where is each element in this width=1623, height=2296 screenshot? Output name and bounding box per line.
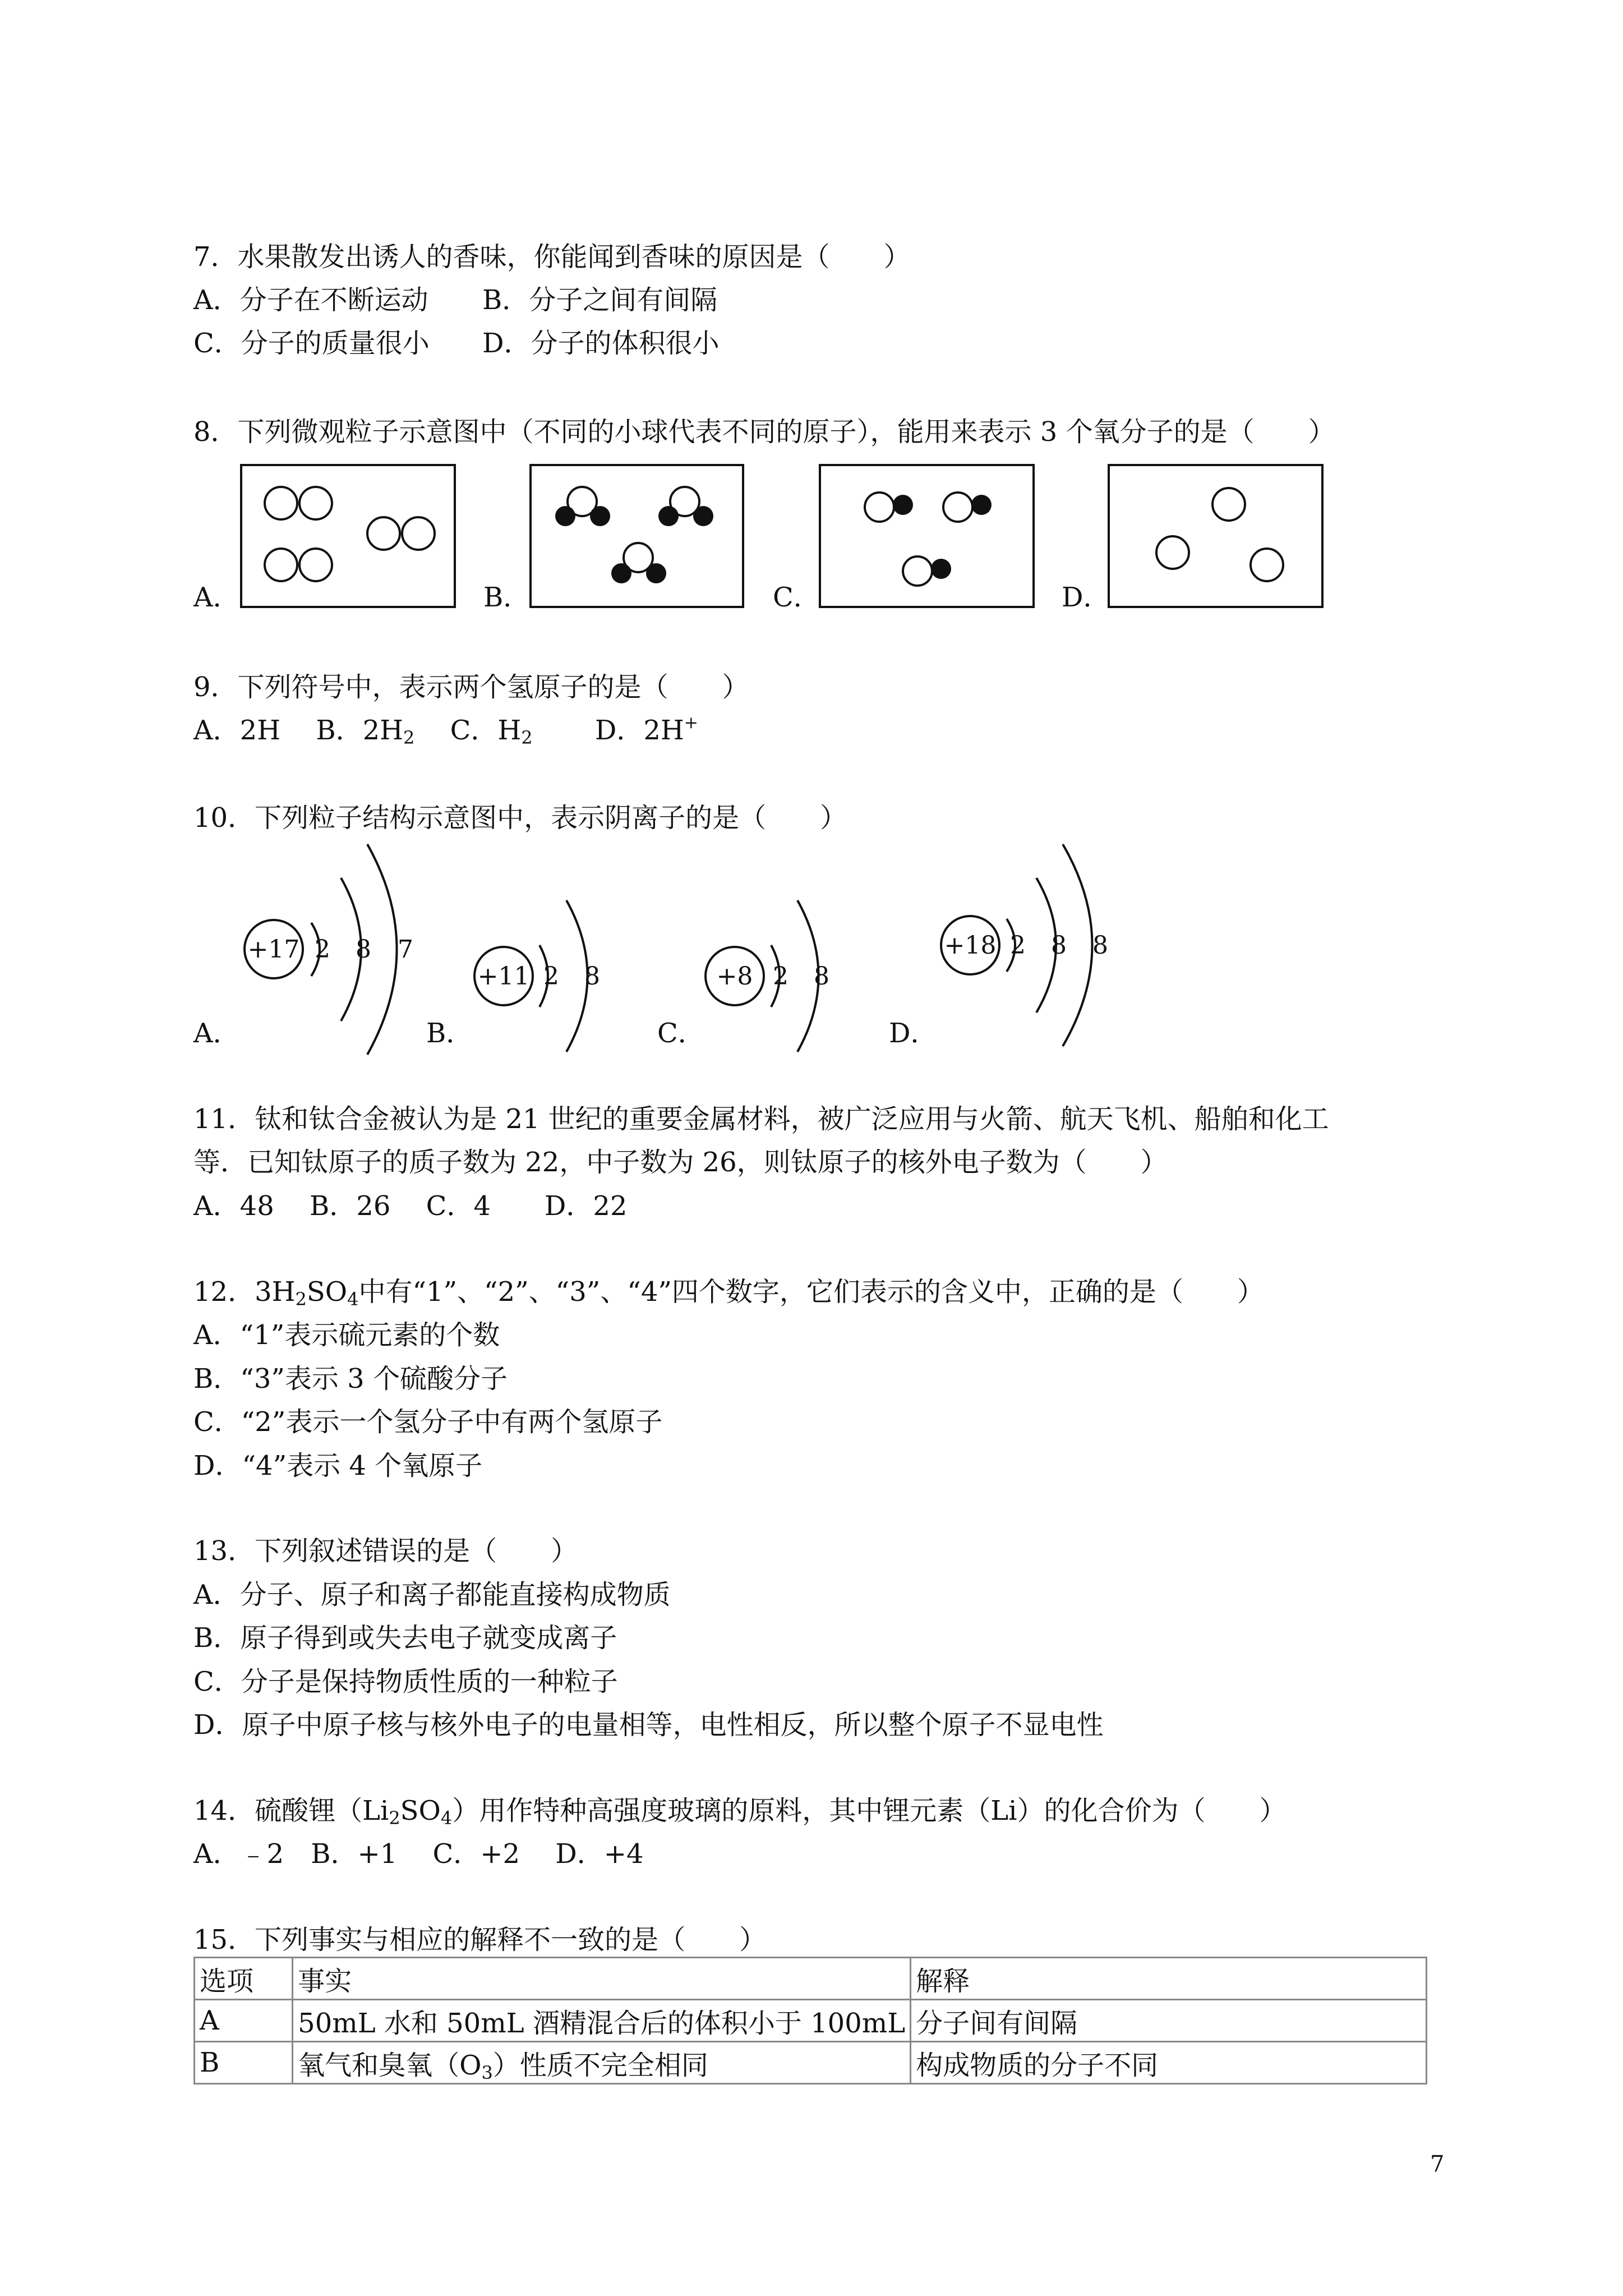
q7-option-d: D．分子的体积很小 [482,328,720,359]
q13-stem: 13．下列叙述错误的是（ ） [193,1535,578,1567]
table-header-row [195,1958,1427,2000]
q9-option-d: D．2H+ [594,713,698,746]
q13-option-d: D．原子中原子核与核外电子的电量相等，电性相反，所以整个原子不显电性 [193,1709,1104,1741]
svg-text:2: 2 [773,962,789,991]
q10-label-a: A． [193,1018,240,1049]
q10-label-d: D． [889,1018,938,1049]
q14-stem: 14．硫酸锂$(Li_2SO_4)$用作特种高强度玻璃的原料，其中锂元素（Li）的化合价为（ ） [193,1795,1287,1829]
q12-option-b: B．“3”表示 3 个硫酸分子 [193,1363,508,1395]
q11-stem-line2: 等．已知钛原子的质子数为 22，中子数为 26，则钛原子的核外电子数为（ ） [193,1147,1168,1178]
q8-label-a: A． [193,582,240,613]
q13-option-a: A．分子、原子和离子都能直接构成物质 [193,1579,671,1611]
q9-option-a: A．2H [193,715,281,746]
svg-text:8: 8 [1092,931,1108,960]
q8-stem: 8．下列微观粒子示意图中（不同的小球代表不同的原子），能用来表示 3 个氧分子的是（ ） [193,416,1335,448]
q11-stem-line1: 11．钛和钛合金被认为是 21 世纪的重要金属材料，被广泛应用与火箭、航天飞机、船舶和化工 [193,1103,1329,1135]
q7-option-b: B．分子之间有间隔 [482,284,718,316]
q12-stem: 12．$3H_2SO_4$中有“1”、“2”、“3”、“4”四个数字，它们表示的含义中，正确的是（ ） [193,1276,1264,1310]
q9-option-b: B．$2H_2$ [316,715,415,748]
q12-option-c: C．“2”表示一个氢分子中有两个氢原子 [193,1406,663,1438]
q10-stem: 10．下列粒子结构示意图中，表示阴离子的是（ ） [193,802,847,834]
table-row: B 氧气和臭氧$(O_3)$性质不完全相同 构成物质的分子不同 [195,2042,1427,2084]
q12-option-a: A．“1”表示硫元素的个数 [193,1319,500,1351]
header-fact: 事实 [293,1958,911,2000]
q8-label-b: B． [483,582,531,613]
q15-stem: 15．下列事实与相应的解释不一致的是（ ） [193,1924,767,1955]
q7-option-c: C．分子的质量很小 [193,328,430,359]
q10-label-c: C． [657,1018,705,1049]
q13-option-b: B．原子得到或失去电子就变成离子 [193,1622,617,1654]
svg-text:7: 7 [398,935,413,964]
q10-label-b: B． [426,1018,473,1049]
nucleus-d: +18 [944,931,997,960]
header-explanation: 解释 [911,1958,1427,2000]
page-number: 7 [1430,2151,1445,2177]
header-option: 选项 [195,1958,293,2000]
svg-text:2: 2 [1010,931,1026,960]
q9-stem: 9．下列符号中，表示两个氢原子的是（ ） [193,671,749,703]
q9-option-c: C．$H_2$ [450,715,533,748]
q13-option-c: C．分子是保持物质性质的一种粒子 [193,1666,618,1697]
svg-text:2: 2 [315,935,330,964]
q7-option-a: A．分子在不断运动 [193,284,428,316]
svg-text:2: 2 [543,962,559,991]
svg-text:8: 8 [814,962,829,991]
q15-table [193,1957,1427,2085]
q8-label-c: C． [773,582,820,613]
table-row: A 50mL 水和 50mL 酒精混合后的体积小于 100mL 分子间有间隔 [195,2000,1427,2042]
svg-text:8: 8 [356,935,371,964]
q11-options: A．48 B．26 C．4 D．22 [193,1190,628,1222]
nucleus-b: +11 [477,962,530,991]
q12-option-d: D．“4”表示 4 个氧原子 [193,1450,483,1481]
q7-stem: 7．水果散发出诱人的香味，你能闻到香味的原因是（ ） [193,241,911,273]
svg-text:8: 8 [584,962,600,991]
q8-label-d: D． [1062,582,1110,613]
nucleus-c: +8 [716,962,753,991]
nucleus-a: +17 [247,935,300,964]
svg-text:8: 8 [1051,931,1067,960]
q14-options: A．﹣2 B．+1 C．+2 D．+4 [193,1838,644,1870]
